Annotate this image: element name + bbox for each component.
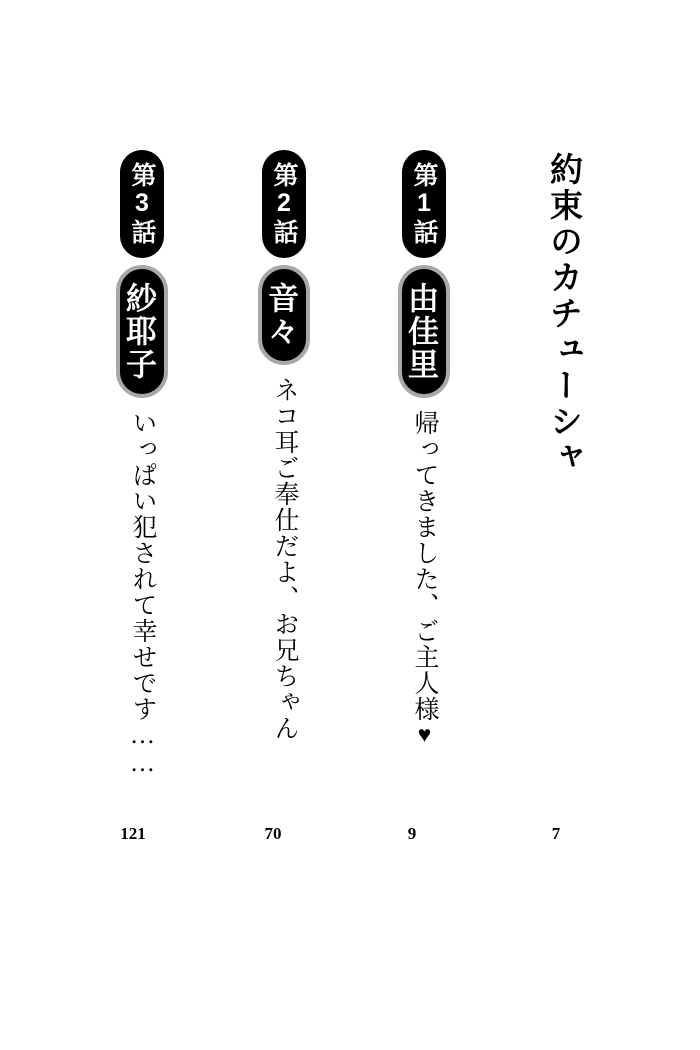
chapter-2-badges — [252, 150, 316, 741]
page-number-title: 7 — [551, 824, 561, 843]
chapter-3-number-badge: 第3話 — [120, 150, 164, 258]
toc-entry-chapter-3[interactable] — [110, 150, 174, 778]
chapter-1-number-badge: 第1話 — [402, 150, 446, 258]
chapter-1-badges — [392, 150, 456, 748]
page-title: 約束のカチューシャ — [546, 152, 583, 476]
page-number-chapter-3: 121 — [120, 824, 146, 843]
heart-icon: ♥ — [412, 722, 437, 748]
chapter-1-name-badge: 由佳里 — [398, 265, 450, 398]
chapter-2-subtitle: ネコ耳ご奉仕だよ、お兄ちゃん — [271, 377, 298, 741]
chapter-2-name-badge: 音々 — [258, 265, 310, 365]
page-number-chapter-1: 9 — [407, 824, 417, 843]
page-number-chapter-2: 70 — [264, 824, 282, 843]
chapter-3-badges — [110, 150, 174, 778]
chapter-3-subtitle: いっぱい犯されて幸せです…… — [129, 410, 156, 778]
chapter-3-name-badge: 紗耶子 — [116, 265, 168, 398]
toc-entry-chapter-2[interactable] — [252, 150, 316, 741]
toc-entry-chapter-1[interactable] — [392, 150, 456, 748]
chapter-1-subtitle-text: 帰ってきました、ご主人様 — [411, 410, 438, 722]
chapter-1-subtitle — [406, 410, 442, 748]
chapter-2-number-badge: 第2話 — [262, 150, 306, 258]
